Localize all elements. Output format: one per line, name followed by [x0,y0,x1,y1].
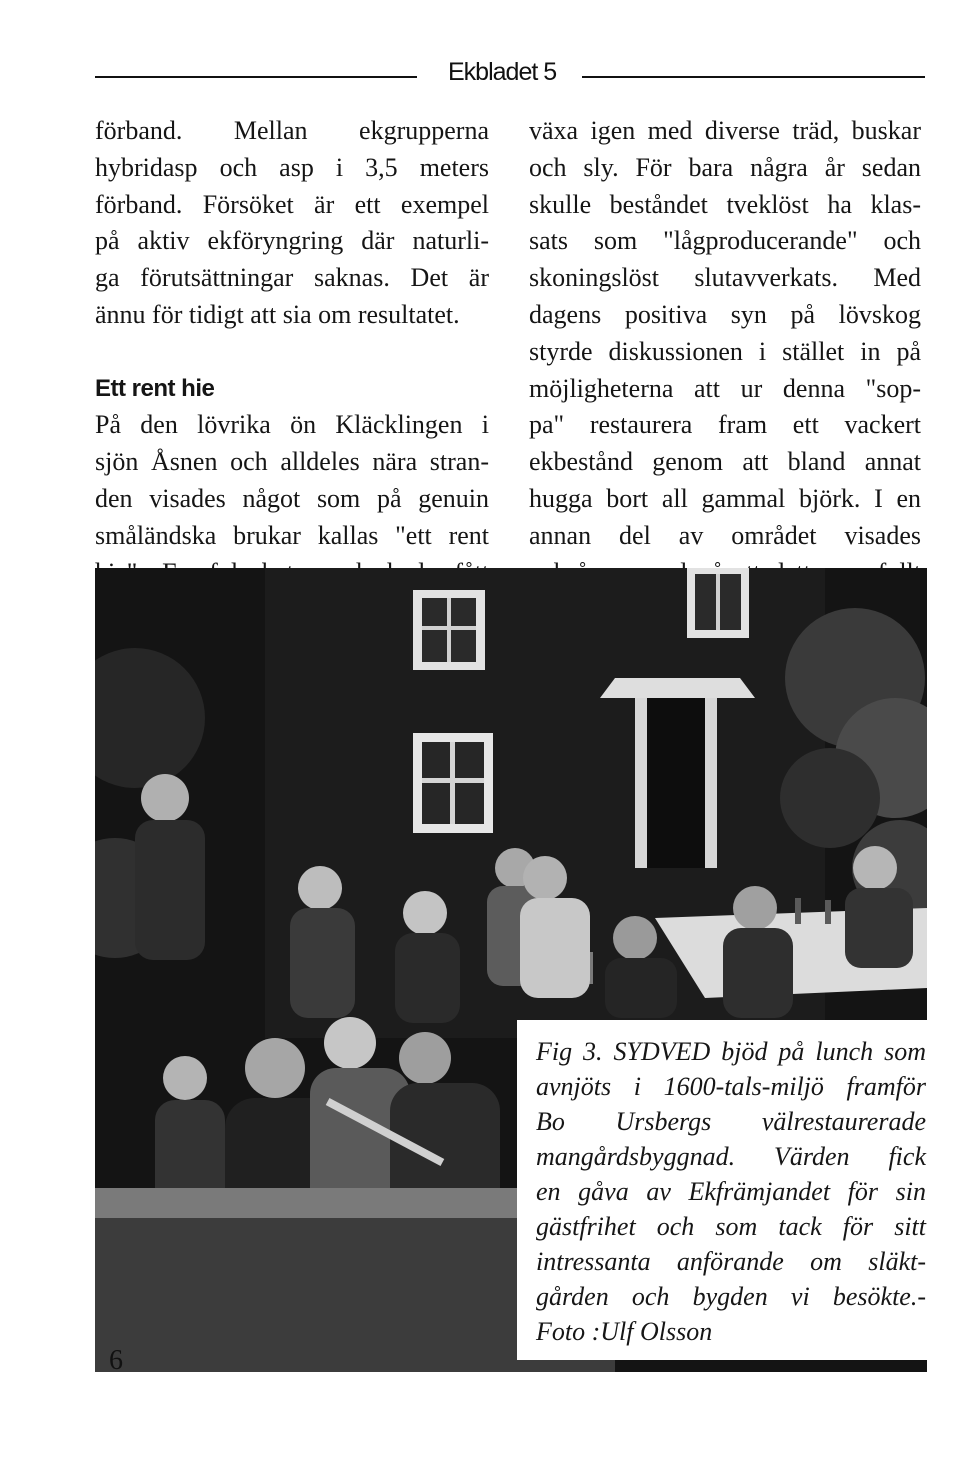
caption-line: en gåva av Ekfrämjandet för sin [536,1177,926,1206]
running-header [95,58,925,88]
window-upper-left [413,590,485,670]
caption-line: Fig 3. SYDVED bjöd på lunch som [536,1037,926,1066]
body-line: skulle beståndet tveklöst ha klas- [529,189,921,219]
body-line: sats som "lågproducerande" och [529,226,921,256]
paragraph-gap [95,334,489,371]
body-line: dagens positiva syn på lövskog [529,299,921,329]
caption-line: gästfrihet och som tack för sitt [536,1212,926,1241]
body-line: förband. Försöket är ett exempel [95,189,489,219]
caption-line: intressanta anförande om släkt- [536,1247,926,1276]
body-line: den visades något som på genuin [95,483,489,513]
caption-line: mangårdsbyggnad. Värden fick [536,1142,926,1171]
body-line: sjön Åsnen och alldeles nära stran- [95,447,489,477]
body-line: hugga bort all gammal björk. I en [529,483,921,513]
header-rule-left [95,76,417,78]
body-line: På den lövrika ön Kläcklingen i [95,410,489,440]
page-number: 6 [109,1345,123,1376]
body-line: småländska brukar kallas "ett rent [95,520,489,550]
photo-caption [536,1034,926,1349]
body-line: skoningslöst slutavverkats. Med [529,263,921,293]
window-upper-right [687,568,749,638]
caption-line: avnjöts i 1600-tals-miljö framför [536,1072,926,1101]
caption-credit: Foto :Ulf Olsson [536,1317,713,1346]
body-line: hybridasp och asp i 3,5 meters [95,152,489,182]
section-heading: Ett rent hie [95,374,215,402]
body-line: ännu för tidigt att sia om resultatet. [95,299,460,329]
header-rule-right [582,76,925,78]
running-head: Ekbladet 5 [448,58,557,86]
body-line: styrde diskussionen i stället in på [529,336,921,366]
window-lower [413,733,493,833]
caption-line: gården och bygden vi besökte.- [536,1282,926,1311]
body-line: ekbestånd genom att bland annat [529,447,921,477]
caption-line: Bo Ursbergs välrestaurerade [536,1107,926,1136]
body-line: annan del av området visades [529,520,921,550]
body-line: pa" restaurera fram ett vackert [529,410,921,440]
right-column [529,113,921,591]
body-line: ga förutsättningar saknas. Det är [95,263,489,293]
body-line: på aktiv ekföryngring där naturli- [95,226,489,256]
left-column [95,113,489,591]
body-line: möjligheterna att ur denna "sop- [529,373,921,403]
body-line: växa igen med diverse träd, buskar [529,116,921,145]
body-line: förband. Mellan ekgrupperna [95,116,489,145]
body-line: och sly. För bara några år sedan [529,152,921,182]
